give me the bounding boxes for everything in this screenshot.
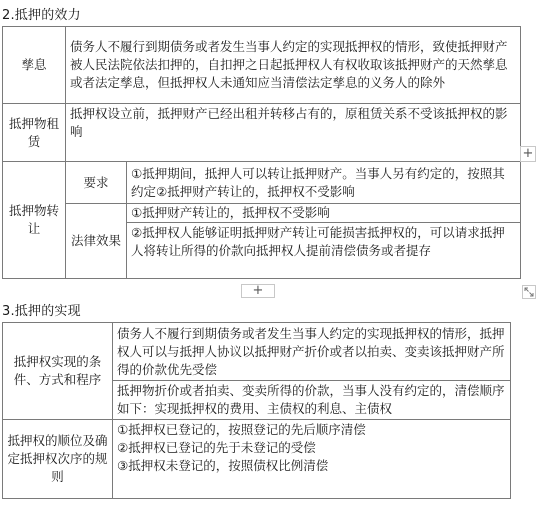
table-row [3, 104, 521, 162]
sub-text-legal-effect-a: ①抵押财产转让的，抵押权不受影响 [127, 204, 521, 223]
section-title-effect: 2.抵押的效力 [2, 8, 81, 23]
row-label-priority: 抵押权的顺位及确定抵押权次序的规则 [3, 420, 113, 499]
list-item: ②抵押权已登记的先于未登记的受偿 [117, 440, 316, 455]
row-text-conditions-b: 抵押物折价或者拍卖、变卖所得的价款，当事人没有约定的，清偿顺序如下：实现抵押权的费用、主债权的利息、主债权 [113, 381, 511, 420]
row-label-fruits: 孳息 [3, 27, 66, 104]
row-priority-list [113, 420, 511, 499]
sub-text-requirement: ①抵押期间，抵押人可以转让抵押财产。当事人另有约定的，按照其约定②抵押财产转让的，抵押权不受影响 [127, 162, 521, 204]
row-label-conditions: 抵押权实现的条件、方式和程序 [3, 323, 113, 420]
table-row [3, 27, 521, 104]
section-title-realization: 3.抵押的实现 [2, 304, 81, 319]
sub-label-legal-effect: 法律效果 [66, 204, 127, 279]
table-row [3, 204, 521, 223]
sub-label-requirement: 要求 [66, 162, 127, 204]
realization-table [2, 322, 511, 499]
list-item: ①抵押权已登记的，按照登记的先后顺序清偿 [117, 422, 366, 437]
table-row [3, 420, 511, 499]
row-text-fruits: 债务人不履行到期债务或者发生当事人约定的实现抵押权的情形，致使抵押财产被人民法院依法扣押的，自扣押之日起抵押权人有权收取该抵押财产的天然孳息或者法定孳息，但抵押权人未通知应当清偿法定孳息的义务人的除外 [66, 27, 521, 104]
row-text-conditions-a: 债务人不履行到期债务或者发生当事人约定的实现抵押权的情形，抵押权人可以与抵押人协议以抵押财产折价或者以拍卖、变卖该抵押财产所得的价款优先受偿 [113, 323, 511, 381]
table-row [3, 323, 511, 381]
table-row [3, 162, 521, 204]
row-label-lease: 抵押物租赁 [3, 104, 66, 162]
sub-text-legal-effect-b: ②抵押权人能够证明抵押财产转让可能损害抵押权的，可以请求抵押人将转让所得的价款向抵押权人提前清偿债务或者提存 [127, 223, 521, 279]
resize-handle-icon[interactable] [522, 285, 536, 299]
list-item: ③抵押权未登记的，按照债权比例清偿 [117, 458, 329, 473]
row-label-transfer: 抵押物转让 [3, 162, 66, 279]
add-column-button[interactable]: + [520, 146, 536, 162]
effect-table [2, 26, 521, 279]
row-text-lease: 抵押权设立前，抵押财产已经出租并转移占有的，原租赁关系不受该抵押权的影响 [66, 104, 521, 162]
add-row-button[interactable]: + [241, 284, 275, 298]
